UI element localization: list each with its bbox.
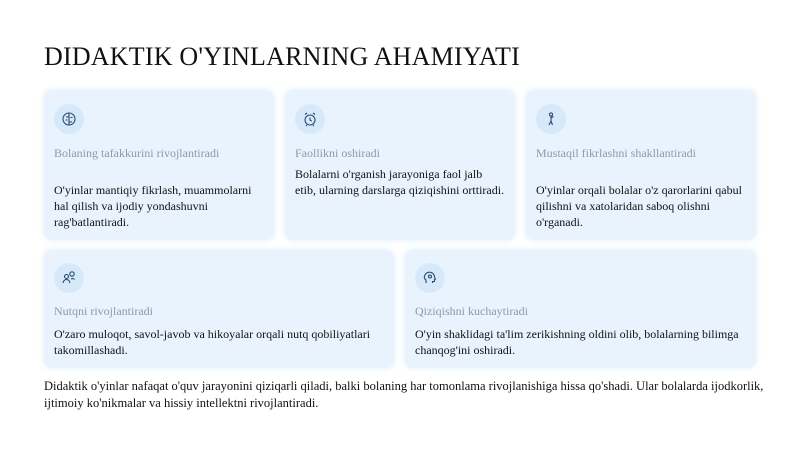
slide-title: DIDAKTIK O'YINLARNING AHAMIYATI — [44, 42, 520, 71]
card-heading: Qiziqishni kuchaytiradi — [415, 304, 528, 318]
card-thinking — [44, 90, 274, 240]
speech-people-icon — [54, 263, 84, 293]
card-interest — [405, 250, 756, 368]
brain-icon — [54, 104, 84, 134]
card-heading: Bolaning tafakkurini rivojlantiradi — [54, 146, 220, 160]
card-text: O'yinlar mantiqiy fikrlash, muammolarni hal qilish va ijodiy yondashuvni rag'batlantiradi. — [54, 183, 252, 229]
alarm-clock-icon — [295, 104, 325, 134]
card-text: Bolalarni o'rganish jarayoniga faol jalb etib, ularning darslarga qiziqishini orttiradi. — [295, 167, 505, 197]
card-activity — [285, 90, 515, 240]
summary-paragraph: Didaktik o'yinlar nafaqat o'quv jarayonini qiziqarli qiladi, balki bolaning har tomonlama rivojlanishiga hissa qo'shadi. Ular bolalarda ijodkorlik, ijtimoiy ko'nikmalar va hissiy intellektni rivojlantiradi. — [44, 379, 764, 410]
card-text: O'yin shaklidagi ta'lim zerikishning oldini olib, bolalarning bilimga chanqog'ini oshiradi. — [415, 327, 739, 357]
card-speech — [44, 250, 394, 368]
card-heading: Nutqni rivojlantiradi — [54, 304, 153, 318]
head-idea-icon — [415, 263, 445, 293]
card-heading: Faollikni oshiradi — [295, 146, 380, 160]
card-text: O'zaro muloqot, savol-javob va hikoyalar orqali nutq qobiliyatlari takomillashadi. — [54, 327, 371, 357]
card-heading: Mustaqil fikrlashni shakllantiradi — [536, 146, 696, 160]
card-independent-thinking — [526, 90, 756, 240]
person-standing-icon — [536, 104, 566, 134]
card-text: O'yinlar orqali bolalar o'z qarorlarini qabul qilishni va xatolaridan saboq olishni o'rganadi. — [536, 183, 742, 229]
